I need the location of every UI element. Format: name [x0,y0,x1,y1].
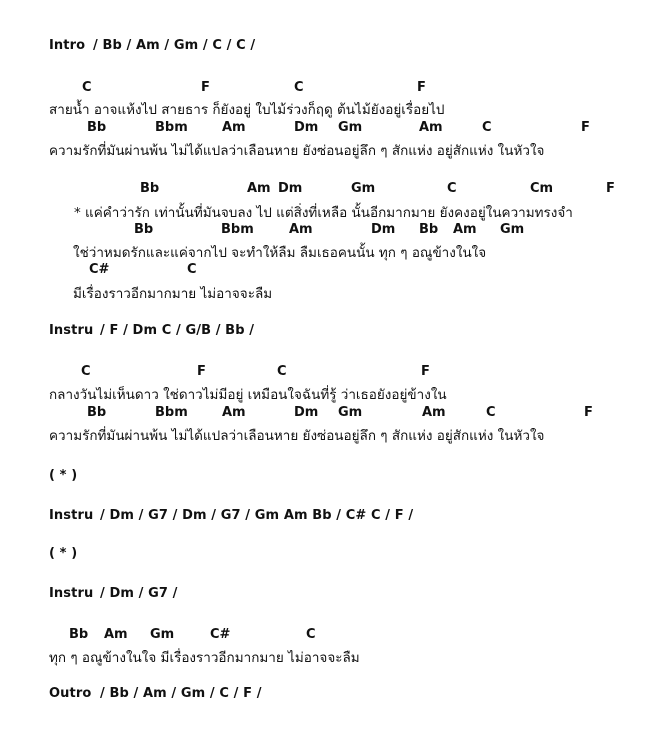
instru3-label: Instru [49,586,94,601]
chord: Am [453,222,477,237]
chord: Gm [500,222,525,237]
ending-line1-chords [0,627,670,645]
intro-line [0,38,670,56]
verse1-line2-lyric [0,139,670,157]
chord: Gm [351,181,376,196]
chord: Dm [278,181,303,196]
chord: Bb [134,222,154,237]
instru2-label: Instru [49,508,94,523]
chord: Bbm [221,222,254,237]
chord: C [277,364,287,379]
chorus-line2-lyric [0,241,670,259]
chord: Bbm [155,405,188,420]
ending-line1-lyric [0,646,670,664]
chord: C [294,80,304,95]
chord: Am [247,181,271,196]
lyric-text: ความรักที่มันผ่านพ้น ไม่ได้แปลว่าเลือนหาย ยังซ่อนอยู่ลึก ๆ สักแห่ง อยู่สักแห่ง ในหัวใจ [49,143,545,159]
chord: Gm [338,405,363,420]
lyric-text: กลางวันไม่เห็นดาว ใช่ดาวไม่มีอยู่ เหมือนใจฉันที่รู้ ว่าเธอยังอยู่ข้างใน [49,387,447,403]
chord: Cm [530,181,554,196]
chord: Dm [294,405,319,420]
chord: C [82,80,92,95]
verse2-line1-lyric [0,383,670,401]
outro-line [0,686,670,704]
chord: C [447,181,457,196]
chorus-line3-lyric [0,282,670,300]
chord: Am [419,120,443,135]
intro-progression: / Bb / Am / Gm / C / C / [93,38,256,53]
outro-label: Outro [49,686,92,701]
lyric-text: สายน้ำ อาจแห้งไป สายธาร ก็ยังอยู่ ใบไม้ร่วงก็ฤดู ต้นไม้ยังอยู่เรื่อยไป [49,102,445,118]
lyric-text: ความรักที่มันผ่านพ้น ไม่ได้แปลว่าเลือนหาย ยังซ่อนอยู่ลึก ๆ สักแห่ง อยู่สักแห่ง ในหัวใจ [49,428,545,444]
verse1-line2-chords [0,120,670,138]
chord: C [81,364,91,379]
chorus-line1-lyric [0,201,670,219]
instru3-line [0,586,670,604]
chord: Bb [69,627,89,642]
chord: C# [89,262,110,277]
verse2-line1-chords [0,364,670,382]
chord: C [187,262,197,277]
chorus-repeat-marker [0,546,670,564]
outro-progression: / Bb / Am / Gm / C / F / [100,686,262,701]
chord: F [197,364,206,379]
chord: Gm [338,120,363,135]
chord: F [421,364,430,379]
chorus-line3-chords [0,262,670,280]
instru2-line [0,508,670,526]
chord: Dm [294,120,319,135]
chord: Dm [371,222,396,237]
intro-label: Intro [49,38,86,53]
chord: Gm [150,627,175,642]
verse1-line1-lyric [0,98,670,116]
instru2-progression: / Dm / G7 / Dm / G7 / Gm Am Bb / C# C / F / [100,508,414,523]
chord: Bb [87,120,107,135]
verse2-line2-chords [0,405,670,423]
chord: F [581,120,590,135]
chord: Bb [87,405,107,420]
instru1-progression: / F / Dm C / G/B / Bb / [100,323,255,338]
instru3-progression: / Dm / G7 / [100,586,178,601]
chorus-repeat-text: ( * ) [49,546,78,561]
chorus-repeat-text: ( * ) [49,468,78,483]
chorus-line1-chords [0,181,670,199]
chord: C [482,120,492,135]
chorus-line2-chords [0,222,670,240]
chord: Am [422,405,446,420]
lyric-text: ใช่ว่าหมดรักและแค่จากไป จะทำให้ลืม ลืมเธอคนนั้น ทุก ๆ อณูข้างในใจ [73,245,487,261]
chord: F [201,80,210,95]
chord: F [584,405,593,420]
chord: C# [210,627,231,642]
lyric-text: มีเรื่องราวอีกมากมาย ไม่อาจจะลืม [73,286,273,302]
chord: Bbm [155,120,188,135]
chord: C [306,627,316,642]
chord: Am [104,627,128,642]
chord: Am [222,120,246,135]
chord: C [486,405,496,420]
instru1-label: Instru [49,323,94,338]
chord: Bb [140,181,160,196]
verse2-line2-lyric [0,424,670,442]
verse1-line1-chords [0,80,670,98]
chord: F [417,80,426,95]
instru1-line [0,323,670,341]
chord: F [606,181,615,196]
chord: Bb [419,222,439,237]
chord: Am [222,405,246,420]
chord: Am [289,222,313,237]
lyric-text: ทุก ๆ อณูข้างในใจ มีเรื่องราวอีกมากมาย ไม่อาจจะลืม [49,650,360,666]
chorus-repeat-marker [0,468,670,486]
lyric-text: * แค่คำว่ารัก เท่านั้นที่มันจบลง ไป แต่สิ่งที่เหลือ นั้นอีกมากมาย ยังคงอยู่ในความทรงจำ [74,205,573,221]
